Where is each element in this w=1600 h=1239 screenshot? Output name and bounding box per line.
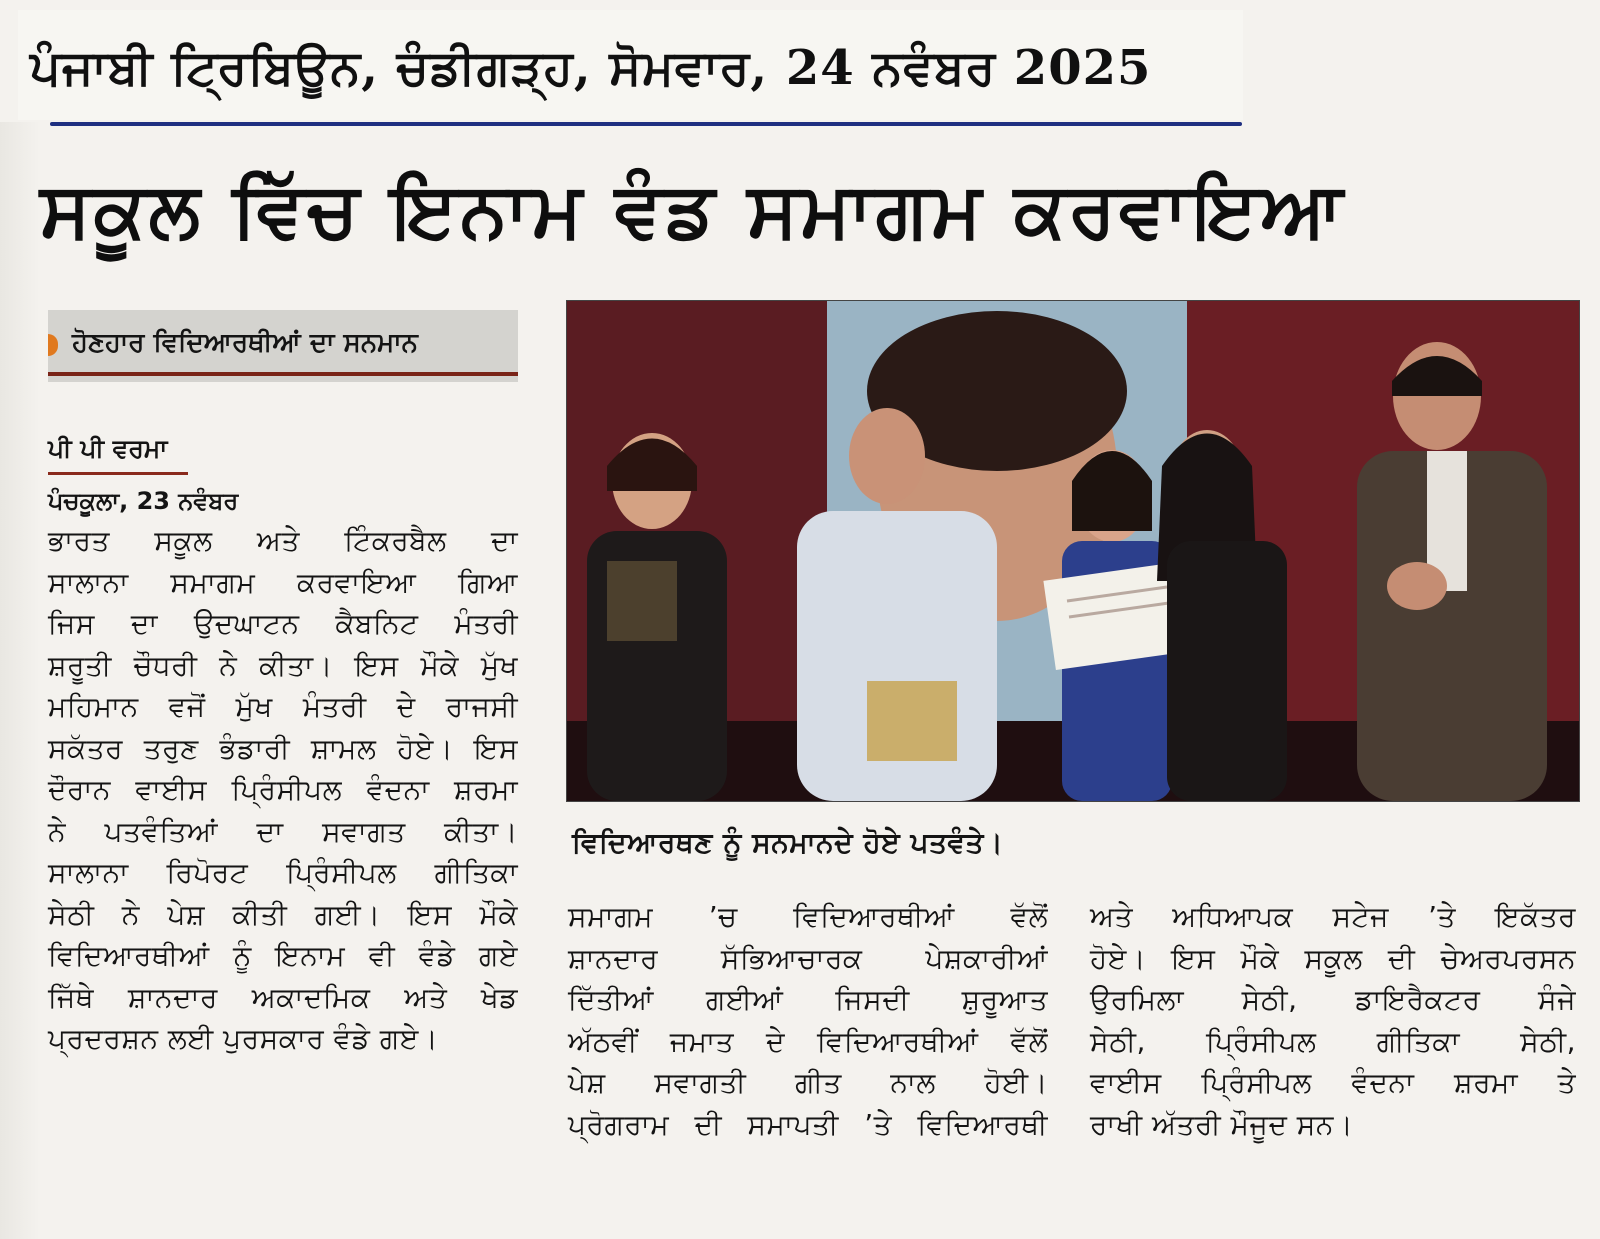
kicker-box	[48, 310, 518, 382]
article-line: ਰਾਖੀ ਅੱਤਰੀ ਮੌਜੂਦ ਸਨ।	[1090, 1107, 1354, 1141]
article-column-1	[48, 520, 518, 1060]
kicker-accent	[48, 334, 58, 356]
article-line: ਸਾਲਾਨਾ ਰਿਪੋਰਟ ਪ੍ਰਿੰਸੀਪਲ ਗੀਤਿਕਾ	[48, 856, 518, 889]
headline: ਸਕੂਲ ਵਿੱਚ ਇਨਾਮ ਵੰਡ ਸਮਾਗਮ ਕਰਵਾਇਆ	[40, 165, 1346, 254]
article-line: ਜਿਸ ਦਾ ਉਦਘਾਟਨ ਕੈਬਨਿਟ ਮੰਤਰੀ	[48, 607, 518, 640]
article-line: ਨੇ ਪਤਵੰਤਿਆਂ ਦਾ ਸਵਾਗਤ ਕੀਤਾ।	[48, 814, 518, 848]
article-line: ਸਾਲਾਨਾ ਸਮਾਗਮ ਕਰਵਾਇਆ ਗਿਆ	[48, 565, 518, 599]
article-line: ਸਮਾਗਮ ’ਚ ਵਿਦਿਆਰਥੀਆਂ ਵੱਲੋਂ	[568, 900, 1048, 933]
article-line: ਪੇਸ਼ ਸਵਾਗਤੀ ਗੀਤ ਨਾਲ ਹੋਈ।	[568, 1066, 1048, 1099]
page-fold-shadow	[0, 122, 40, 1239]
kicker-label: ਹੋਣਹਾਰ ਵਿਦਿਆਰਥੀਆਂ ਦਾ ਸਨਮਾਨ	[72, 328, 418, 358]
article-line: ਅੱਠਵੀਂ ਜਮਾਤ ਦੇ ਵਿਦਿਆਰਥੀਆਂ ਵੱਲੋਂ	[568, 1024, 1048, 1058]
article-line: ਅਤੇ ਅਧਿਆਪਕ ਸਟੇਜ ’ਤੇ ਇਕੱਤਰ	[1090, 900, 1576, 933]
article-line: ਸ਼ਾਨਦਾਰ ਸੱਭਿਆਚਾਰਕ ਪੇਸ਼ਕਾਰੀਆਂ	[568, 941, 1048, 975]
article-line: ਮਹਿਮਾਨ ਵਜੋਂ ਮੁੱਖ ਮੰਤਰੀ ਦੇ ਰਾਜਸੀ	[48, 690, 518, 723]
article-line: ਹੋਏ। ਇਸ ਮੌਕੇ ਸਕੂਲ ਦੀ ਚੇਅਰਪਰਸਨ	[1090, 941, 1576, 975]
event-photo-illustration	[567, 301, 1579, 801]
article-line: ਜਿੱਥੇ ਸ਼ਾਨਦਾਰ ਅਕਾਦਮਿਕ ਅਤੇ ਖੇਡ	[48, 980, 518, 1014]
dateline: ਪੰਚਕੂਲਾ, 23 ਨਵੰਬਰ	[48, 487, 239, 515]
article-line: ਉਰਮਿਲਾ ਸੇਠੀ, ਡਾਇਰੈਕਟਰ ਸੰਜੇ	[1090, 983, 1576, 1016]
byline: ਪੀ ਪੀ ਵਰਮਾ	[48, 434, 168, 463]
kicker-rule	[48, 372, 518, 376]
masthead	[18, 10, 1243, 120]
article-line: ਪ੍ਰੋਗਰਾਮ ਦੀ ਸਮਾਪਤੀ ’ਤੇ ਵਿਦਿਆਰਥੀ	[568, 1107, 1048, 1141]
article-line: ਸੇਠੀ, ਪ੍ਰਿੰਸੀਪਲ ਗੀਤਿਕਾ ਸੇਠੀ,	[1090, 1024, 1576, 1058]
article-column-2	[568, 896, 1048, 1145]
article-line: ਭਾਰਤ ਸਕੂਲ ਅਤੇ ਟਿੰਕਰਬੈਲ ਦਾ	[48, 524, 518, 557]
article-line: ਸ਼ਰੂਤੀ ਚੌਧਰੀ ਨੇ ਕੀਤਾ। ਇਸ ਮੌਕੇ ਮੁੱਖ	[48, 648, 518, 682]
masthead-text: ਪੰਜਾਬੀ ਟ੍ਰਿਬਿਊਨ, ਚੰਡੀਗੜ੍ਹ, ਸੋਮਵਾਰ, 24 ਨਵੰਬਰ 2025	[30, 40, 1152, 96]
article-line: ਵਿਦਿਆਰਥੀਆਂ ਨੂੰ ਇਨਾਮ ਵੀ ਵੰਡੇ ਗਏ	[48, 939, 518, 972]
masthead-rule	[50, 122, 1242, 126]
byline-rule	[48, 472, 188, 475]
article-line: ਦੌਰਾਨ ਵਾਈਸ ਪ੍ਰਿੰਸੀਪਲ ਵੰਦਨਾ ਸ਼ਰਮਾ	[48, 773, 518, 806]
article-line: ਵਾਈਸ ਪ੍ਰਿੰਸੀਪਲ ਵੰਦਨਾ ਸ਼ਰਮਾ ਤੇ	[1090, 1066, 1576, 1099]
article-line: ਸਕੱਤਰ ਤਰੁਣ ਭੰਡਾਰੀ ਸ਼ਾਮਲ ਹੋਏ। ਇਸ	[48, 731, 518, 765]
photo-caption: ਵਿਦਿਆਰਥਣ ਨੂੰ ਸਨਮਾਨਦੇ ਹੋਏ ਪਤਵੰਤੇ।	[572, 826, 1004, 859]
article-line: ਦਿੱਤੀਆਂ ਗਈਆਂ ਜਿਸਦੀ ਸ਼ੁਰੂਆਤ	[568, 983, 1048, 1016]
article-line: ਸੇਠੀ ਨੇ ਪੇਸ਼ ਕੀਤੀ ਗਈ। ਇਸ ਮੌਕੇ	[48, 897, 518, 931]
article-column-3	[1090, 896, 1576, 1145]
article-line: ਪ੍ਰਦਰਸ਼ਨ ਲਈ ਪੁਰਸਕਾਰ ਵੰਡੇ ਗਏ।	[48, 1022, 439, 1055]
event-photo	[566, 300, 1580, 802]
